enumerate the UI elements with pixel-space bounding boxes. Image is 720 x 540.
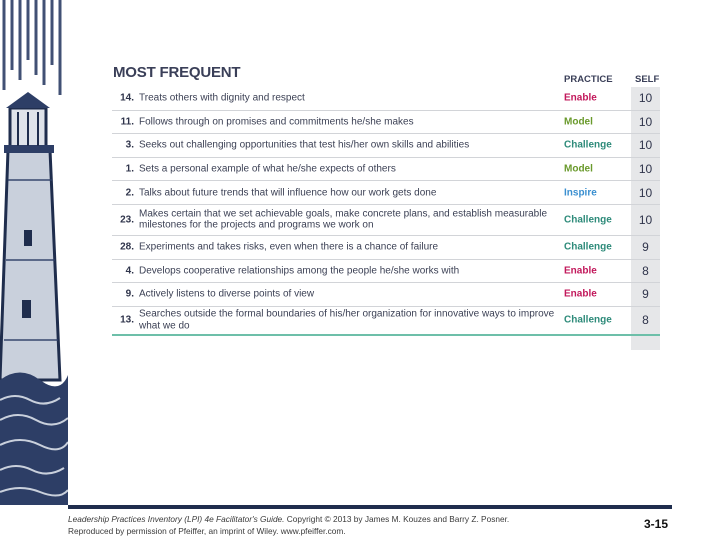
item-practice: Model: [564, 163, 593, 175]
self-column-header: SELF: [635, 74, 660, 85]
footer-book-title: Leadership Practices Inventory (LPI) 4e Facilitator's Guide.: [68, 514, 285, 524]
item-number: 3.: [125, 139, 134, 151]
item-number: 23.: [120, 214, 134, 226]
item-self-score: 10: [638, 114, 653, 129]
table-row: [112, 111, 660, 135]
item-statement: Follows through on promises and commitments he/she makes: [139, 116, 414, 128]
table-row: [112, 307, 660, 336]
table-row: [112, 283, 660, 307]
item-statement: Treats others with dignity and respect: [139, 92, 305, 104]
frequency-table: [112, 87, 660, 336]
item-self-score: 10: [638, 212, 653, 227]
item-number: 9.: [125, 288, 134, 300]
page-number: 3-15: [644, 517, 669, 531]
item-number: 11.: [120, 116, 134, 128]
practice-column-header: PRACTICE: [564, 74, 613, 85]
item-self-score: 8: [642, 313, 649, 328]
table-row: [112, 205, 660, 236]
item-practice: Challenge: [564, 139, 612, 151]
table-row: [112, 236, 660, 260]
item-statement: Talks about future trends that will influence how our work gets done: [139, 186, 437, 198]
item-number: 4.: [125, 265, 134, 277]
item-self-score: 8: [642, 263, 649, 278]
item-statement: Develops cooperative relationships among the people he/she works with: [139, 265, 460, 277]
item-practice: Challenge: [564, 314, 612, 326]
item-practice: Challenge: [564, 214, 612, 226]
item-practice: Challenge: [564, 241, 612, 253]
item-self-score: 10: [638, 185, 653, 200]
table-title: MOST FREQUENT: [113, 64, 241, 81]
footer-divider: [68, 505, 672, 509]
table-row: [112, 87, 660, 111]
item-self-score: 10: [638, 91, 653, 106]
footer-credits: [68, 513, 628, 537]
item-statement: Sets a personal example of what he/she expects of others: [139, 163, 396, 175]
item-number: 28.: [120, 241, 134, 253]
item-self-score: 10: [638, 138, 653, 153]
item-practice: Model: [564, 116, 593, 128]
table-row: [112, 134, 660, 158]
table-row: [112, 158, 660, 182]
lighthouse-illustration: [0, 0, 68, 505]
item-number: 1.: [125, 163, 134, 175]
item-statement: Searches outside the formal boundaries of his/her organization for innovative ways to improve what we do: [139, 308, 555, 332]
table-row: [112, 260, 660, 284]
footer-permission: Reproduced by permission of Pfeiffer, an imprint of Wiley. www.pfeiffer.com.: [68, 526, 346, 536]
item-number: 13.: [120, 314, 134, 326]
item-number: 14.: [120, 92, 134, 104]
item-practice: Enable: [564, 288, 597, 300]
item-self-score: 9: [642, 240, 649, 255]
item-statement: Seeks out challenging opportunities that test his/her own skills and abilities: [139, 139, 470, 151]
item-number: 2.: [125, 187, 134, 199]
table-row: [112, 181, 660, 205]
item-self-score: 10: [638, 162, 653, 177]
item-statement: Actively listens to diverse points of view: [139, 288, 315, 300]
footer-copyright: Copyright © 2013 by James M. Kouzes and Barry Z. Posner.: [286, 514, 510, 524]
item-self-score: 9: [642, 287, 649, 302]
item-practice: Inspire: [564, 187, 597, 199]
item-statement: Makes certain that we set achievable goals, make concrete plans, and establish measurable milestones for the projects and programs we work on: [139, 208, 548, 231]
item-practice: Enable: [564, 92, 597, 104]
item-statement: Experiments and takes risks, even when there is a chance of failure: [139, 241, 439, 253]
item-practice: Enable: [564, 265, 597, 277]
